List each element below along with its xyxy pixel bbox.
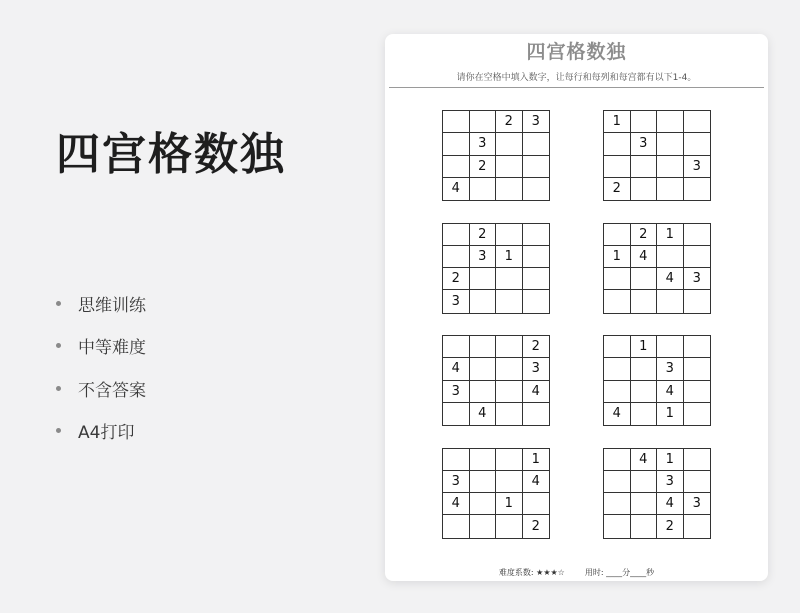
sudoku-cell: 3 <box>684 493 711 515</box>
sudoku-cell <box>684 178 711 200</box>
sudoku-cell <box>523 403 550 425</box>
sudoku-cell <box>496 381 523 403</box>
sudoku-cell <box>604 156 631 178</box>
sudoku-cell <box>684 290 711 312</box>
sudoku-cell <box>684 133 711 155</box>
sudoku-cell <box>496 336 523 358</box>
feature-item <box>56 325 146 368</box>
bullet-icon <box>56 343 61 348</box>
sudoku-cell <box>657 156 684 178</box>
sudoku-cell <box>443 156 470 178</box>
sudoku-cell <box>496 290 523 312</box>
sudoku-cell <box>604 358 631 380</box>
sudoku-cell <box>604 224 631 246</box>
sudoku-cell <box>496 449 523 471</box>
sudoku-cell <box>470 471 497 493</box>
sudoku-cell <box>443 246 470 268</box>
sudoku-cell <box>604 268 631 290</box>
sudoku-cell: 4 <box>523 381 550 403</box>
sudoku-cell: 1 <box>631 336 658 358</box>
sudoku-cell: 4 <box>657 268 684 290</box>
sudoku-cell <box>657 111 684 133</box>
sudoku-grid <box>442 223 550 314</box>
sudoku-cell <box>604 336 631 358</box>
divider <box>389 87 764 88</box>
sudoku-cell <box>657 178 684 200</box>
sudoku-cell <box>470 515 497 537</box>
sudoku-grid <box>442 335 550 426</box>
sudoku-cell: 4 <box>657 381 684 403</box>
sudoku-cell <box>470 493 497 515</box>
sudoku-cell: 2 <box>470 224 497 246</box>
sudoku-cell <box>631 493 658 515</box>
sudoku-cell: 2 <box>470 156 497 178</box>
sudoku-cell <box>684 403 711 425</box>
sudoku-grid <box>603 448 711 539</box>
sudoku-cell <box>631 290 658 312</box>
sudoku-cell <box>496 515 523 537</box>
bullet-icon <box>56 428 61 433</box>
sudoku-cell: 3 <box>470 246 497 268</box>
sudoku-cell <box>604 493 631 515</box>
sudoku-cell: 3 <box>684 156 711 178</box>
sudoku-cell: 3 <box>657 358 684 380</box>
sudoku-cell <box>443 449 470 471</box>
sudoku-cell <box>684 515 711 537</box>
sudoku-cell <box>631 111 658 133</box>
sudoku-cell <box>470 178 497 200</box>
sudoku-cell <box>657 336 684 358</box>
sudoku-cell <box>604 381 631 403</box>
sudoku-cell <box>443 515 470 537</box>
sudoku-cell <box>443 336 470 358</box>
sudoku-cell: 2 <box>604 178 631 200</box>
sudoku-cell: 4 <box>523 471 550 493</box>
sudoku-cell: 1 <box>496 246 523 268</box>
sudoku-cell <box>631 268 658 290</box>
sudoku-cell <box>496 403 523 425</box>
sudoku-cell <box>496 471 523 493</box>
sudoku-cell <box>604 515 631 537</box>
sudoku-grid <box>442 448 550 539</box>
sudoku-cell <box>631 515 658 537</box>
sudoku-cell: 4 <box>657 493 684 515</box>
feature-label: A4打印 <box>78 423 135 444</box>
sudoku-cell <box>523 178 550 200</box>
feature-list <box>56 282 146 452</box>
sudoku-cell <box>496 268 523 290</box>
feature-label: 中等难度 <box>78 338 146 359</box>
sudoku-cell <box>470 111 497 133</box>
sudoku-cell: 1 <box>496 493 523 515</box>
sudoku-cell <box>684 224 711 246</box>
sudoku-cell: 1 <box>657 224 684 246</box>
sudoku-cell: 2 <box>496 111 523 133</box>
sudoku-cell <box>684 358 711 380</box>
sudoku-grid <box>603 335 711 426</box>
sudoku-cell <box>443 403 470 425</box>
sudoku-cell: 1 <box>523 449 550 471</box>
puzzle-grid-area <box>442 110 711 539</box>
sudoku-cell <box>443 133 470 155</box>
sudoku-cell <box>523 133 550 155</box>
sudoku-cell <box>684 449 711 471</box>
sudoku-cell <box>684 111 711 133</box>
sudoku-cell: 3 <box>470 133 497 155</box>
sudoku-cell <box>604 471 631 493</box>
sudoku-cell <box>657 133 684 155</box>
sudoku-grid <box>603 223 711 314</box>
sudoku-cell: 2 <box>631 224 658 246</box>
sudoku-cell: 1 <box>604 246 631 268</box>
sudoku-cell <box>496 133 523 155</box>
sudoku-cell <box>470 449 497 471</box>
sudoku-cell: 3 <box>523 358 550 380</box>
sudoku-cell <box>631 403 658 425</box>
sudoku-cell <box>496 156 523 178</box>
sudoku-cell <box>631 381 658 403</box>
sudoku-cell: 3 <box>443 471 470 493</box>
sheet-footer <box>385 567 768 578</box>
sudoku-cell <box>631 358 658 380</box>
sudoku-cell: 4 <box>604 403 631 425</box>
sudoku-cell <box>631 156 658 178</box>
sudoku-cell <box>470 381 497 403</box>
sudoku-cell <box>631 178 658 200</box>
sudoku-cell: 1 <box>604 111 631 133</box>
sudoku-cell: 4 <box>443 358 470 380</box>
time-label: 用时: ____分____秒 <box>584 568 655 577</box>
feature-item <box>56 410 146 453</box>
sudoku-cell <box>523 290 550 312</box>
bullet-icon <box>56 386 61 391</box>
sudoku-cell <box>496 358 523 380</box>
sudoku-cell: 2 <box>443 268 470 290</box>
sudoku-cell: 2 <box>523 336 550 358</box>
sudoku-cell <box>523 268 550 290</box>
sudoku-cell: 3 <box>657 471 684 493</box>
sudoku-cell: 1 <box>657 449 684 471</box>
sudoku-cell: 3 <box>443 290 470 312</box>
sudoku-cell: 4 <box>631 246 658 268</box>
sudoku-cell <box>604 290 631 312</box>
sudoku-cell <box>684 246 711 268</box>
feature-label: 不含答案 <box>78 380 146 401</box>
sudoku-cell: 3 <box>684 268 711 290</box>
sheet-title: 四宫格数独 <box>526 41 627 63</box>
sudoku-cell: 4 <box>631 449 658 471</box>
sudoku-cell <box>657 290 684 312</box>
sudoku-cell: 4 <box>443 178 470 200</box>
sudoku-grid <box>603 110 711 201</box>
sudoku-cell <box>443 224 470 246</box>
sudoku-cell: 2 <box>657 515 684 537</box>
sudoku-cell: 4 <box>443 493 470 515</box>
sudoku-cell: 2 <box>531 518 540 534</box>
sudoku-cell <box>523 246 550 268</box>
sudoku-cell: 3 <box>631 133 658 155</box>
sudoku-cell <box>657 246 684 268</box>
sheet-instruction: 请你在空格中填入数字，让每行和每列和每宫都有以下1-4。 <box>456 73 697 83</box>
sudoku-cell: 1 <box>657 403 684 425</box>
difficulty-label: 难度系数: ★★★☆ <box>498 568 565 577</box>
bullet-icon <box>56 301 61 306</box>
sudoku-cell <box>496 178 523 200</box>
sudoku-cell <box>604 133 631 155</box>
sudoku-cell <box>523 224 550 246</box>
feature-label: 思维训练 <box>78 295 146 316</box>
sudoku-cell <box>631 471 658 493</box>
sudoku-cell <box>523 156 550 178</box>
sudoku-cell: 3 <box>523 111 550 133</box>
sudoku-cell <box>684 336 711 358</box>
sudoku-cell <box>470 290 497 312</box>
sudoku-cell <box>684 471 711 493</box>
sudoku-cell <box>523 493 550 515</box>
sudoku-cell <box>470 336 497 358</box>
sudoku-grid <box>442 110 550 201</box>
sudoku-cell <box>604 449 631 471</box>
worksheet-preview <box>385 34 768 581</box>
sudoku-cell <box>470 268 497 290</box>
page-title: 四宫格数独 <box>56 129 286 180</box>
sudoku-cell <box>496 224 523 246</box>
sudoku-cell: 3 <box>443 381 470 403</box>
sudoku-cell <box>684 381 711 403</box>
feature-item <box>56 367 146 410</box>
feature-item <box>56 282 146 325</box>
sudoku-cell <box>443 111 470 133</box>
sudoku-cell <box>470 358 497 380</box>
sudoku-cell: 4 <box>470 403 497 425</box>
